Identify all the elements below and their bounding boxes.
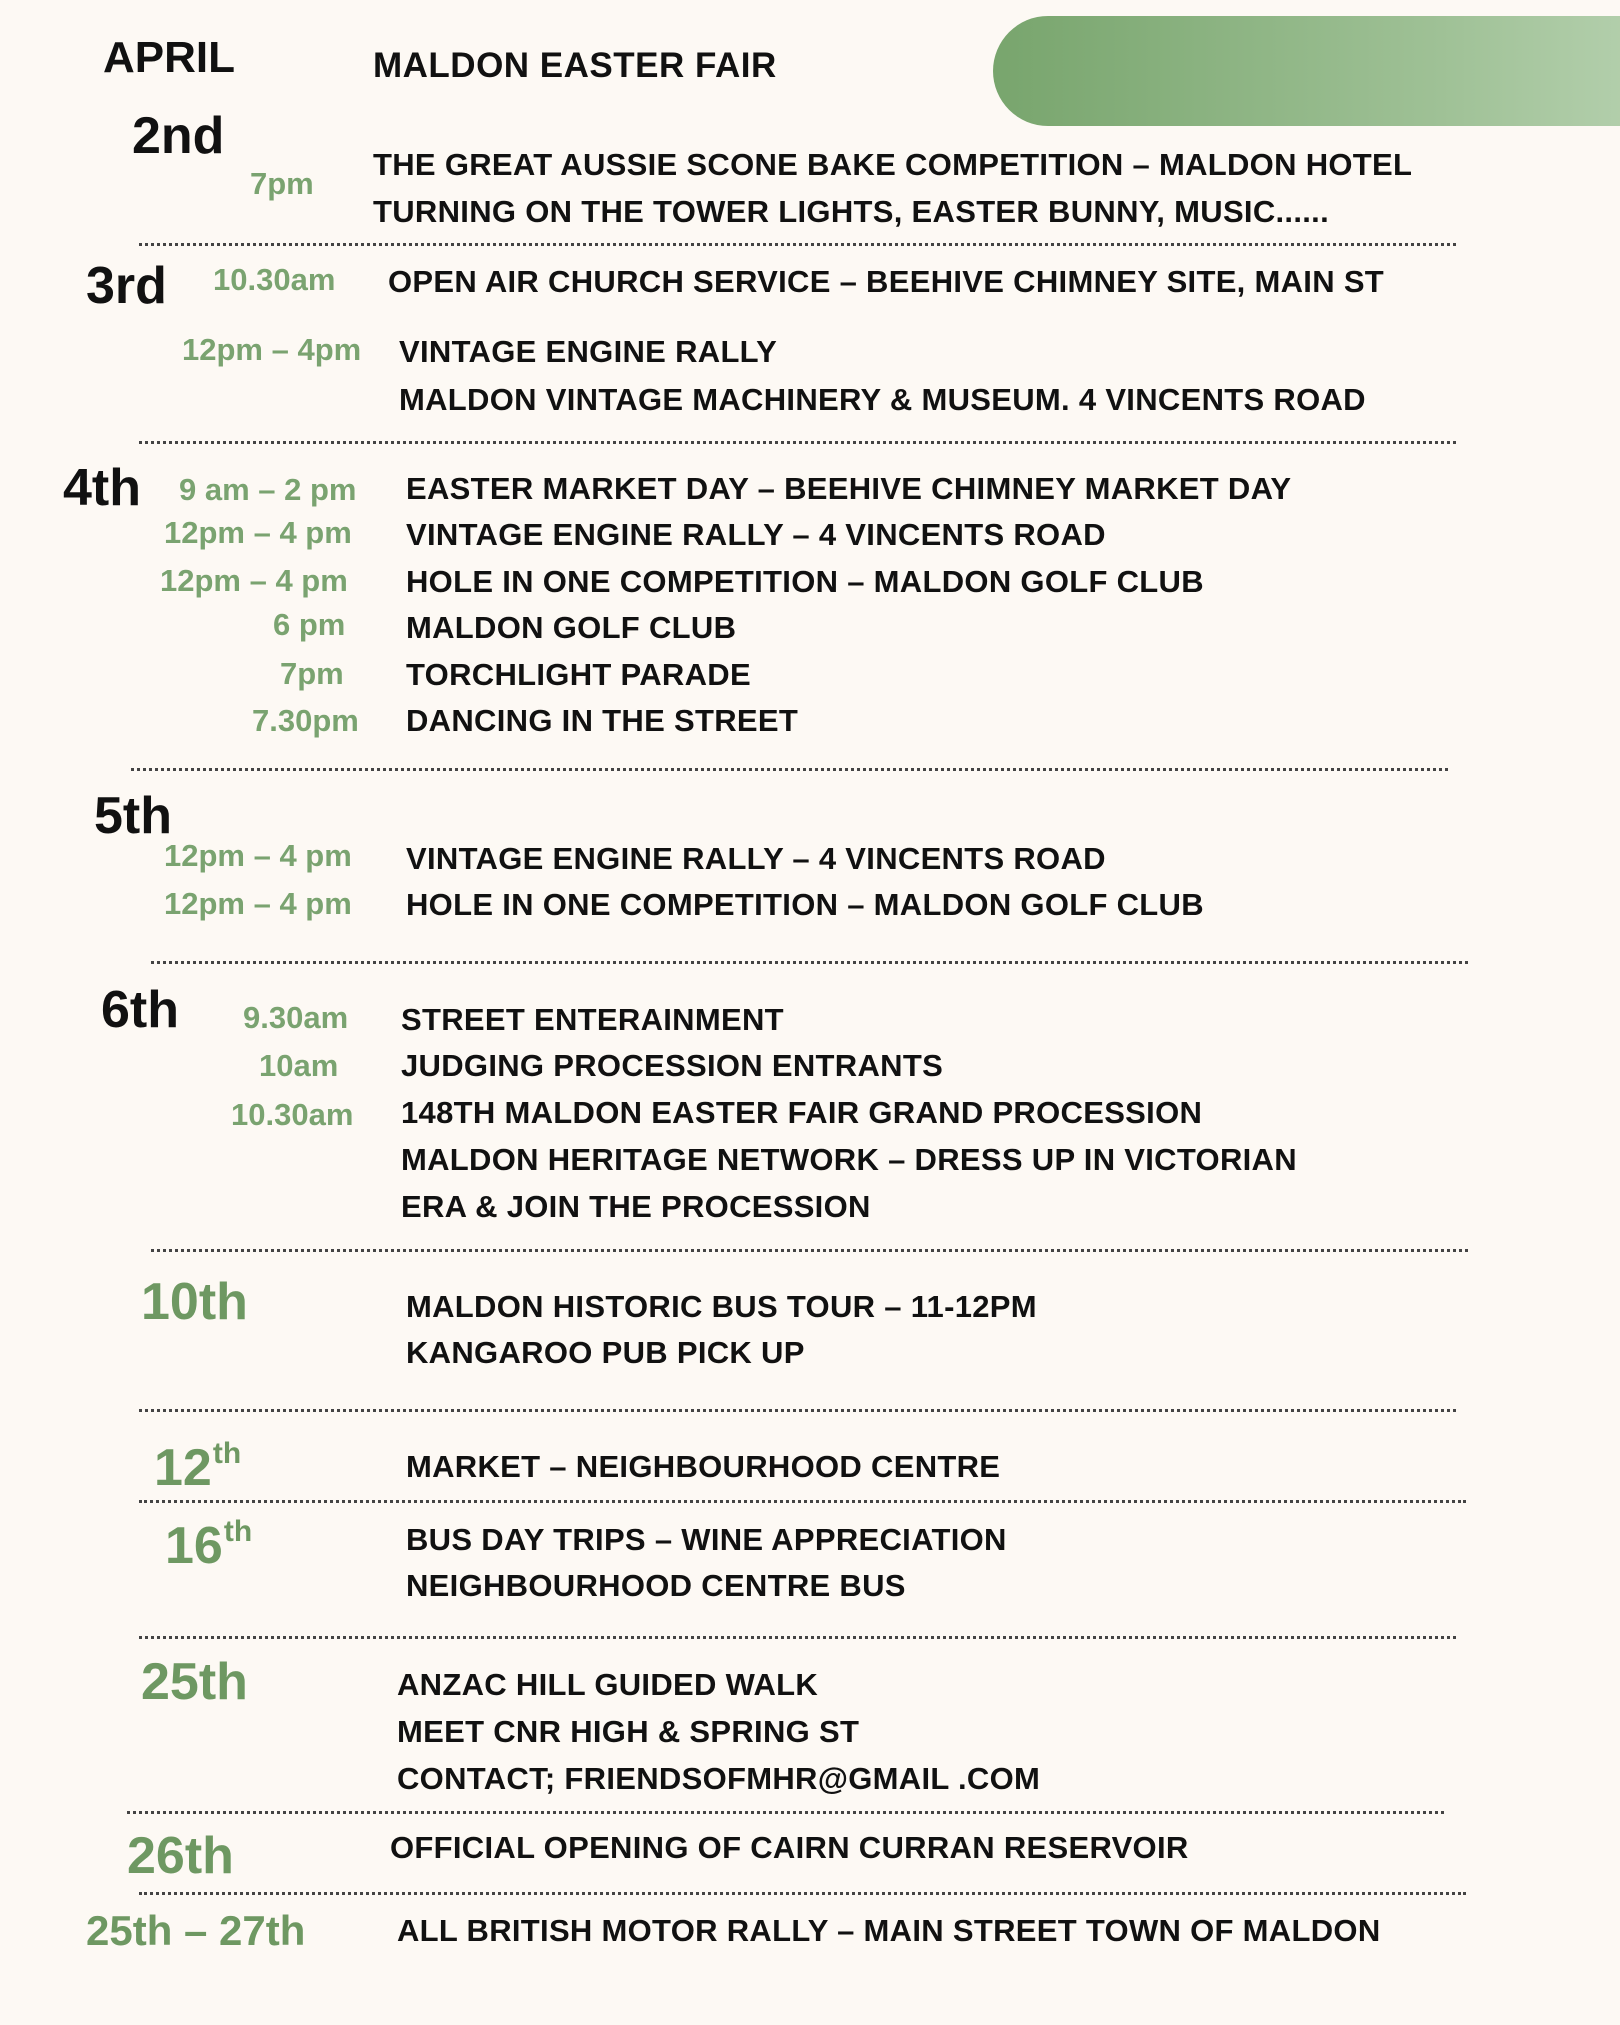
event-text: NEIGHBOURHOOD CENTRE BUS [406,1568,906,1603]
day-label: 12th [154,1437,242,1497]
event-text: TORCHLIGHT PARADE [406,657,751,692]
event-text: MEET CNR HIGH & SPRING ST [397,1714,860,1749]
day-label: 2nd [132,107,225,165]
day-label: 25th [141,1653,248,1711]
separator [131,768,1448,771]
event-text: VINTAGE ENGINE RALLY [399,334,778,369]
event-text: ERA & JOIN THE PROCESSION [401,1189,871,1224]
event-text: MARKET – NEIGHBOURHOOD CENTRE [406,1449,1001,1484]
event-text: CONTACT; FRIENDSOFMHR@GMAIL .COM [397,1761,1041,1796]
event-time: 12pm – 4 pm [164,886,352,921]
event-text: HOLE IN ONE COMPETITION – MALDON GOLF CLUB [406,564,1204,599]
event-text: 148TH MALDON EASTER FAIR GRAND PROCESSION [401,1095,1203,1130]
separator [151,961,1468,964]
event-text: DANCING IN THE STREET [406,703,799,738]
event-time: 7pm [280,656,344,691]
event-text: VINTAGE ENGINE RALLY – 4 VINCENTS ROAD [406,517,1106,552]
event-text: STREET ENTERAINMENT [401,1002,784,1037]
day-label: 5th [94,787,172,845]
event-text: OPEN AIR CHURCH SERVICE – BEEHIVE CHIMNEY SITE, MAIN ST [388,264,1385,299]
separator [139,1500,1466,1503]
event-text: MALDON HISTORIC BUS TOUR – 11-12PM [406,1289,1037,1324]
page-title: MALDON EASTER FAIR [373,46,777,85]
event-text: HOLE IN ONE COMPETITION – MALDON GOLF CLUB [406,887,1204,922]
day-label: 10th [141,1273,248,1331]
day-label: 25th – 27th [86,1907,306,1954]
separator [127,1811,1444,1814]
event-time: 9.30am [243,1000,349,1035]
separator [139,1892,1466,1895]
event-text: THE GREAT AUSSIE SCONE BAKE COMPETITION – MALDON HOTEL [373,147,1413,182]
separator [139,243,1456,246]
event-time: 7pm [250,166,314,201]
event-time: 12pm – 4 pm [164,838,352,873]
event-time: 6 pm [273,607,346,642]
event-text: MALDON GOLF CLUB [406,610,737,645]
event-text: TURNING ON THE TOWER LIGHTS, EASTER BUNNY, MUSIC...... [373,194,1329,229]
separator [139,441,1456,444]
event-text: JUDGING PROCESSION ENTRANTS [401,1048,944,1083]
separator [139,1409,1456,1412]
event-time: 10am [259,1048,339,1083]
event-time: 12pm – 4pm [182,332,362,367]
event-time: 12pm – 4 pm [164,515,352,550]
day-label: 26th [127,1827,234,1885]
header-banner [993,16,1620,126]
separator [151,1249,1468,1252]
event-time: 10.30am [231,1097,354,1132]
event-time: 9 am – 2 pm [179,472,357,507]
event-text: EASTER MARKET DAY – BEEHIVE CHIMNEY MARKET DAY [406,471,1292,506]
day-label: 3rd [86,257,167,315]
event-time: 7.30pm [252,703,359,738]
event-text: ALL BRITISH MOTOR RALLY – MAIN STREET TOWN OF MALDON [397,1913,1381,1948]
event-time: 10.30am [213,262,336,297]
event-time: 12pm – 4 pm [160,563,348,598]
event-text: BUS DAY TRIPS – WINE APPRECIATION [406,1522,1007,1557]
day-label: 4th [63,459,141,517]
event-text: MALDON VINTAGE MACHINERY & MUSEUM. 4 VINCENTS ROAD [399,382,1366,417]
event-text: MALDON HERITAGE NETWORK – DRESS UP IN VICTORIAN [401,1142,1297,1177]
day-label: 16th [165,1515,253,1575]
day-label: 6th [101,981,179,1039]
event-text: OFFICIAL OPENING OF CAIRN CURRAN RESERVOIR [390,1830,1189,1865]
month-label: APRIL [103,33,235,82]
separator [139,1636,1456,1639]
event-text: KANGAROO PUB PICK UP [406,1335,805,1370]
event-text: ANZAC HILL GUIDED WALK [397,1667,819,1702]
event-text: VINTAGE ENGINE RALLY – 4 VINCENTS ROAD [406,841,1106,876]
